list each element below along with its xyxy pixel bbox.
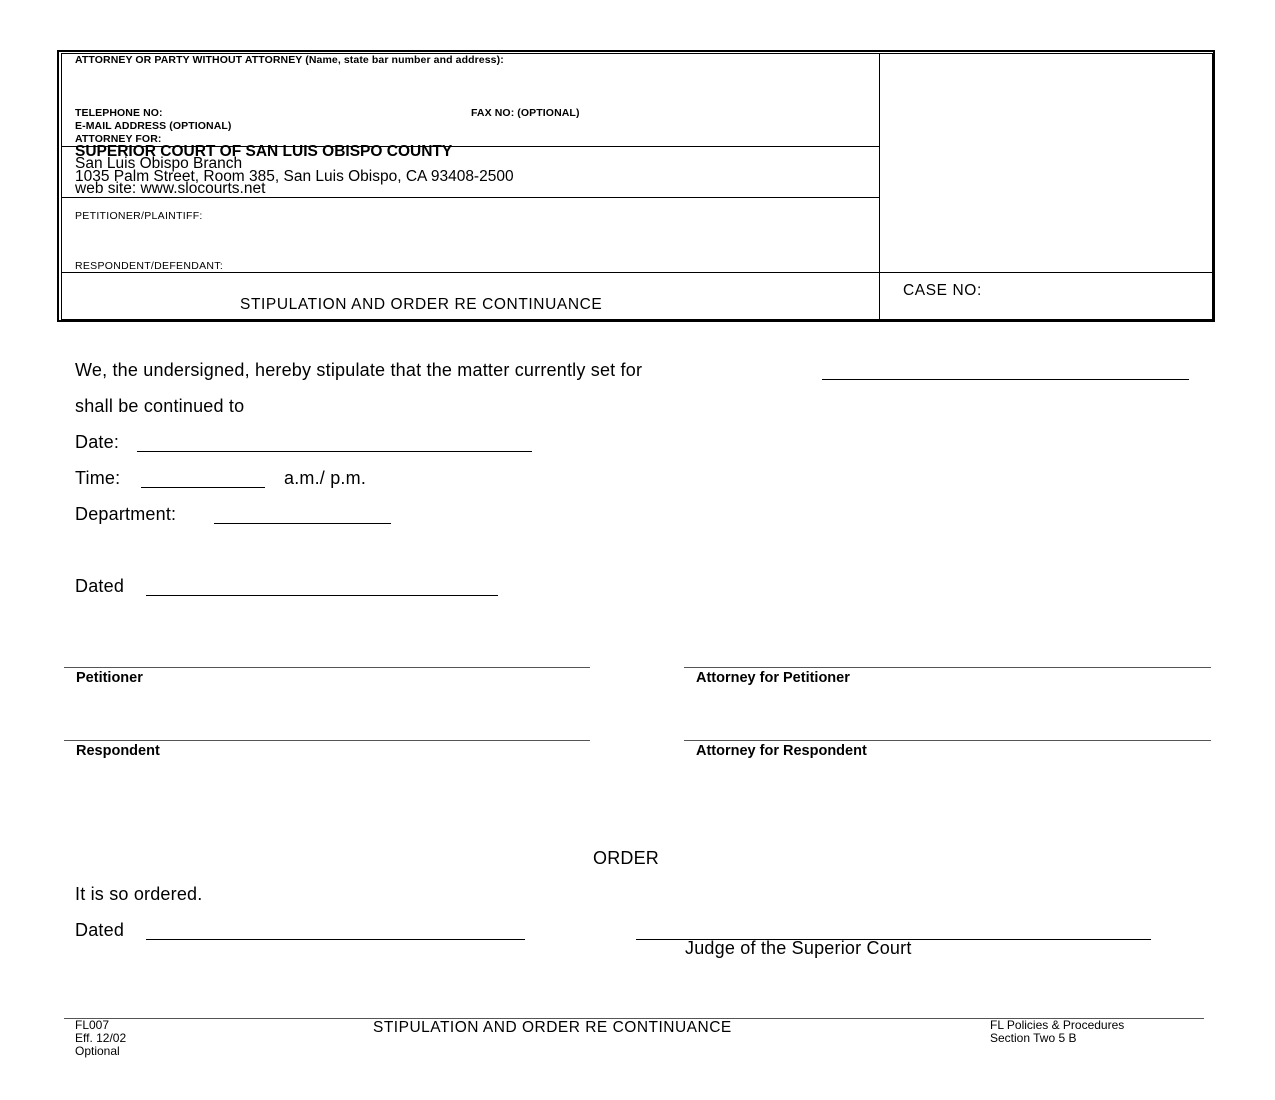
department-blank-line[interactable] [214,523,391,524]
attorney-label: ATTORNEY OR PARTY WITHOUT ATTORNEY (Name, state bar number and address): [75,54,504,66]
fax-label: FAX NO: (OPTIONAL) [471,107,580,119]
petitioner-signature-label: Petitioner [76,670,143,686]
respondent-signature-line[interactable] [64,740,590,741]
footer-title: STIPULATION AND ORDER RE CONTINUANCE [373,1019,732,1036]
respondent-signature-label: Respondent [76,743,160,759]
court-address: 1035 Palm Street, Room 385, San Luis Obispo, CA 93408-2500 [75,168,514,185]
attorney-petitioner-signature-label: Attorney for Petitioner [696,670,850,686]
attorney-respondent-signature-line[interactable] [684,740,1211,741]
caption-divider-vertical [879,53,880,320]
judge-label: Judge of the Superior Court [685,938,912,958]
footer-effective-date: Eff. 12/02 [75,1031,127,1045]
time-label: Time: [75,468,121,488]
stipulation-dated-label: Dated [75,576,125,596]
department-label: Department: [75,504,177,524]
order-dated-label: Dated [75,920,125,940]
matter-blank-line[interactable] [822,379,1189,380]
continued-text: shall be continued to [75,396,245,416]
respondent-defendant-label: RESPONDENT/DEFENDANT: [75,260,224,272]
stipulation-dated-blank-line[interactable] [146,595,498,596]
footer-form-number: FL007 [75,1018,110,1032]
time-blank-line[interactable] [141,487,265,488]
am-pm-text: a.m./ p.m. [284,468,367,488]
telephone-label: TELEPHONE NO: [75,107,163,119]
footer-section: Section Two 5 B [990,1031,1077,1045]
form-title: STIPULATION AND ORDER RE CONTINUANCE [240,296,603,313]
court-branch: San Luis Obispo Branch [75,155,243,172]
attorney-petitioner-signature-line[interactable] [684,667,1211,668]
footer-policy: FL Policies & Procedures [990,1018,1125,1032]
case-no-label: CASE NO: [903,282,982,299]
caption-divider-title [61,272,1213,273]
attorney-respondent-signature-label: Attorney for Respondent [696,743,867,759]
email-label: E-MAIL ADDRESS (OPTIONAL) [75,120,232,132]
attorney-for-label: ATTORNEY FOR: [75,133,162,145]
footer-optional: Optional [75,1044,120,1058]
court-website: web site: www.slocourts.net [75,180,266,197]
petitioner-plaintiff-label: PETITIONER/PLAINTIFF: [75,210,203,222]
date-blank-line[interactable] [137,451,532,452]
order-text: It is so ordered. [75,884,203,904]
order-heading: ORDER [593,848,660,868]
caption-divider-parties [61,197,879,198]
order-dated-blank-line[interactable] [146,939,525,940]
stipulation-intro: We, the undersigned, hereby stipulate that the matter currently set for [75,360,643,380]
petitioner-signature-line[interactable] [64,667,590,668]
date-label: Date: [75,432,120,452]
court-name: SUPERIOR COURT OF SAN LUIS OBISPO COUNTY [75,143,453,160]
